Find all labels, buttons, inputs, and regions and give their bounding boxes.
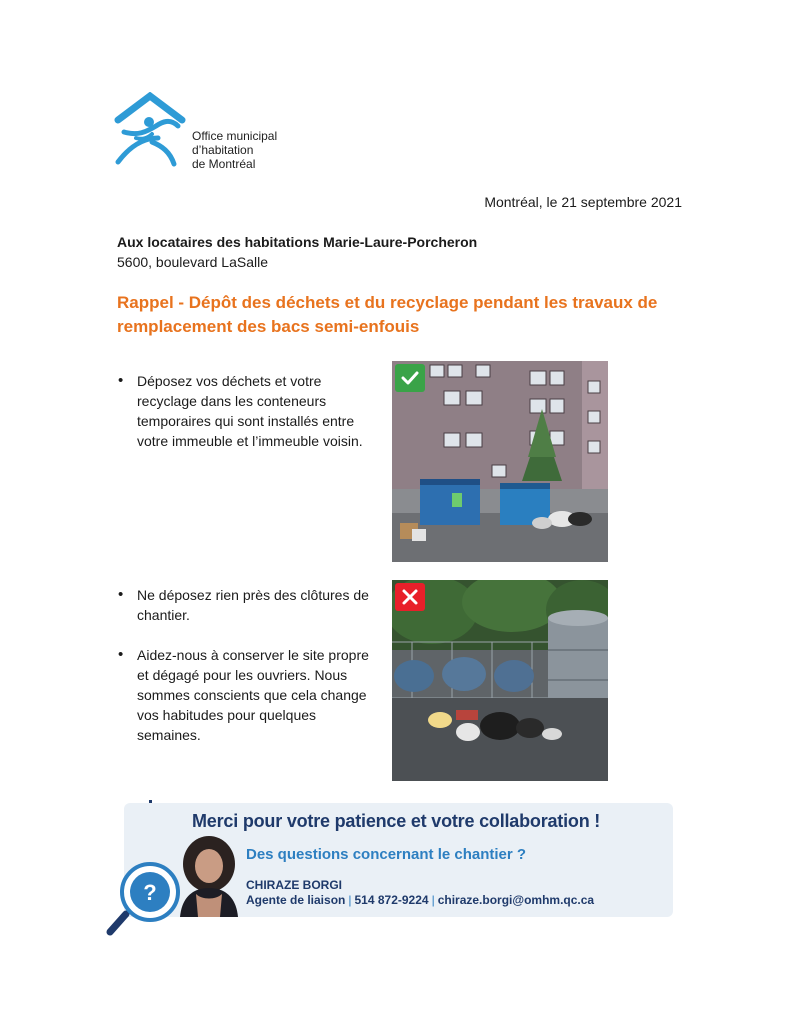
checkmark-icon [395, 364, 425, 392]
letter-title: Rappel - Dépôt des déchets et du recyclage pendant les travaux de remplacement des bacs semi-enfouis [117, 293, 658, 336]
question-magnifier-icon [104, 856, 184, 938]
contact-details [246, 893, 594, 907]
separator: | [348, 893, 352, 907]
list-item: • Ne déposez rien près des clôtures de chantier. [117, 585, 382, 625]
photo-correct-deposit [392, 361, 608, 562]
list-item: • Déposez vos déchets et votre recyclage dans les conteneurs temporaires qui sont installés entre votre immeuble et l’immeuble voisin. [117, 371, 382, 451]
cross-icon [395, 583, 425, 611]
list-item: • Aidez-nous à conserver le site propre et dégagé pour les ouvriers. Nous sommes conscients que cela change vos habitudes pour quelques semaines. [117, 645, 382, 745]
logo-line-3: de Montréal [192, 157, 256, 171]
contact-name: CHIRAZE BORGI [246, 878, 342, 892]
contact-role: Agente de liaison [246, 893, 346, 907]
banner-title: Merci pour votre patience et votre collaboration ! [192, 811, 601, 831]
contact-phone[interactable]: 514 872-9224 [354, 893, 429, 907]
contact-portrait-avatar [176, 834, 242, 917]
photo-incorrect-deposit [392, 580, 608, 781]
instructions-list-2 [117, 585, 382, 745]
logo-line-2: d’habitation [192, 143, 254, 157]
contact-email-link[interactable]: chiraze.borgi@omhm.qc.ca [437, 893, 595, 907]
separator: | [431, 893, 435, 907]
svg-text:?: ? [143, 880, 157, 905]
recipient-block [117, 232, 477, 272]
instructions-list-1 [117, 371, 382, 451]
letter-date: Montréal, le 21 septembre 2021 [484, 194, 682, 210]
recipient-line-2: 5600, boulevard LaSalle [117, 254, 269, 270]
recipient-line-1: Aux locataires des habitations Marie-Laure-Porcheron [117, 234, 478, 250]
logo-text [192, 129, 277, 171]
banner-subtitle: Des questions concernant le chantier ? [246, 846, 527, 863]
photo-containers-image [392, 361, 608, 562]
photo-construction-site-image [392, 580, 608, 781]
logo-line-1: Office municipal [192, 129, 278, 143]
